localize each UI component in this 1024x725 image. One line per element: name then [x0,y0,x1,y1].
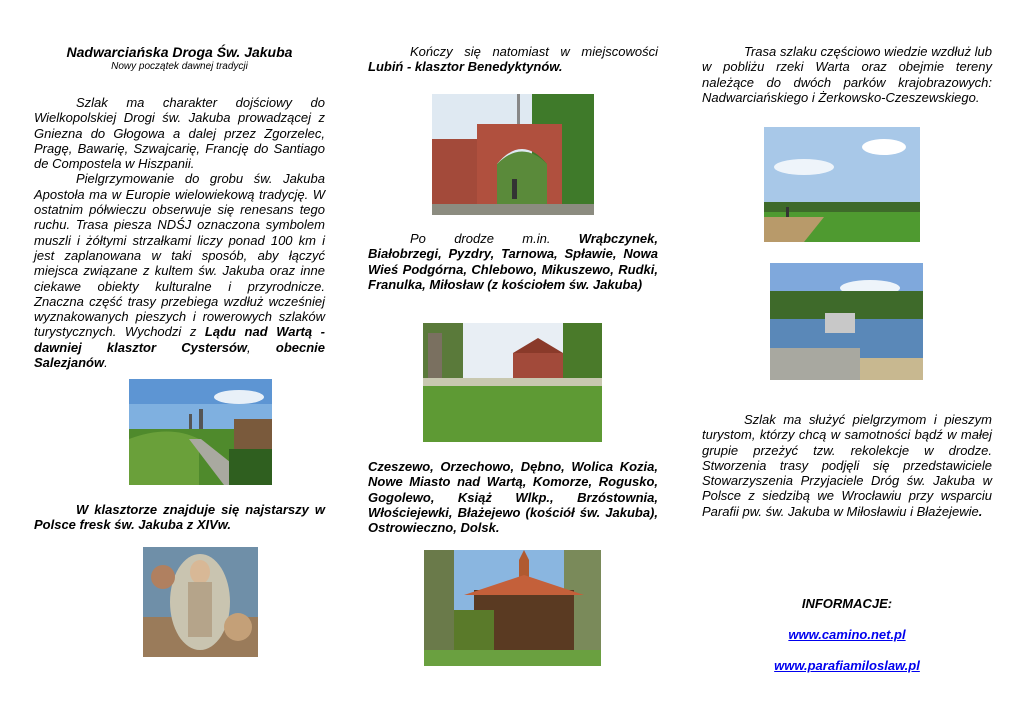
column-left [34,44,325,370]
towns-paragraph-2: Czeszewo, Orzechowo, Dębno, Wolica Kozia, Nowe Miasto nad Wartą, Komorze, Rogusko, Gogolewo, Książ Wlkp., Brzóstownia, Włościejewki, Błażejewo (kościół św. Jakuba), Ostrowieczno, Dolsk. [368,459,658,536]
start-location: Lądu nad Wartą - dawniej klasztor Cystersów [34,324,325,355]
photo-lad-road [129,379,272,485]
photo-fresco [143,547,258,657]
history-paragraph: Pielgrzymowanie do grobu św. Jakuba Apostoła ma w Europie wielowiekową tradycję. W ostatnim półwieczu obserwuje się renesans tego ruchu. Trasa piesza NDŚJ oznaczona symbolem muszli i żółtymi strzałkami liczy ponad 100 km i jest zaplanowana w taki sposób, aby łączyć miejsca związane z kultem św. Jakuba oraz inne ciekawe obiekty kulturalne i przyrodnicze. Znaczna część trasy przebiega wzdłuż wcześniej wyznakowanych pieszych i rowerowych szlaków turystycznych. Wychodzi z Lądu nad Wartą - dawniej klasztor Cystersów, obecnie Salezjanów. [34,171,325,371]
brochure-title: Nadwarciańska Droga Św. Jakuba [66,44,293,60]
column-middle-towns [368,231,658,292]
link-parafia[interactable]: www.parafiamiloslaw.pl [774,658,920,673]
brochure-subtitle: Nowy początek dawnej tradycji [111,61,248,72]
intro-paragraph: Szlak ma charakter dojściowy do Wielkopolskiej Drogi św. Jakuba prowadzącej z Gniezna do Głogowa a dalej przez Zgorzelec, Pragę, Bawarię, Szwajcarię, Francję do Santiago de Compostela w Hiszpanii. [34,95,325,172]
column-right-about [702,412,992,519]
end-location: Lubiń - klasztor Benedyktynów. [368,59,563,75]
link-camino[interactable]: www.camino.net.pl [788,627,906,642]
photo-river-meadow [764,127,920,242]
fresco-paragraph: W klasztorze znajduje się najstarszy w Polsce fresk św. Jakuba z XIVw. [34,502,325,533]
river-paragraph: Trasa szlaku częściowo wiedzie wzdłuż lub w pobliżu rzeki Warta oraz obejmie tereny należące do dwóch parków krajobrazowych: Nadwarciańskiego i Żerkowsko-Czeszewskiego. [702,44,992,105]
photo-brick-gate [432,94,594,215]
photo-river-ferry [770,263,923,380]
photo-church-field [423,323,602,442]
start-location-now: obecnie Salezjanów [34,339,325,371]
end-paragraph: Kończy się natomiast w miejscowości Lubiń - klasztor Benedyktynów. [368,44,658,75]
info-heading: INFORMACJE: [801,596,893,611]
column-left-lower [34,502,325,533]
photo-wooden-church [424,550,601,666]
purpose-paragraph: Szlak ma służyć pielgrzymom i pieszym turystom, którzy chcą w samotności bądź w małej grupie przeżyć tzw. rekolekcje w drodze. Stworzenia trasy podjęli się przedstawiciele Stowarzyszenia Przyjaciele Dróg św. Jakuba w Polsce z siedzibą we Wrocławiu przy wsparciu Parafii pw. św. Jakuba w Miłosławiu i Błażejewie. [702,412,992,519]
column-middle-towns2 [368,459,658,535]
towns-paragraph: Po drodze m.in. Wrąbczynek, Białobrzegi, Pyzdry, Tarnowa, Spławie, Nowa Wieś Podgórna, Chlebowo, Mikuszewo, Rudki, Franulka, Miłosław (z kościołem św. Jakuba) [368,231,658,292]
column-middle [368,44,658,75]
column-right [702,44,992,105]
